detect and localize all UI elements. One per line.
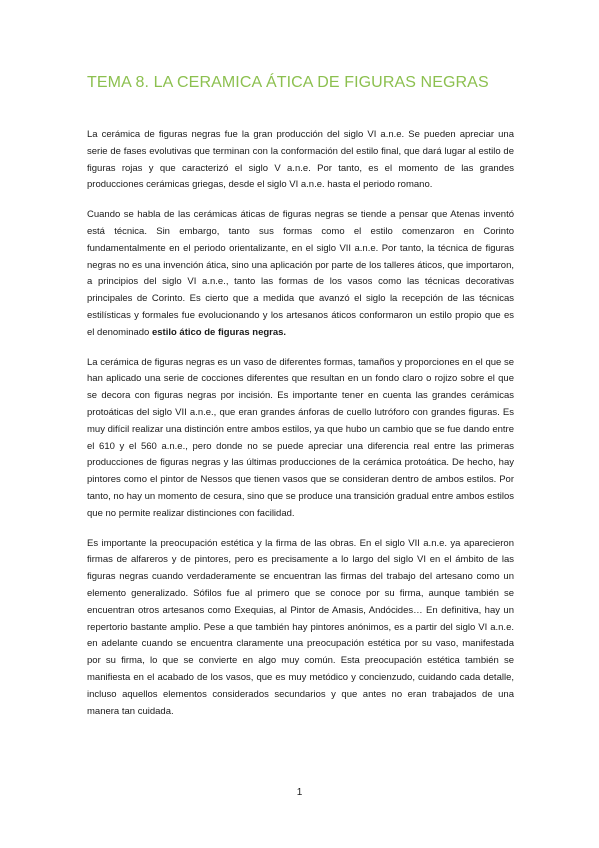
paragraph-3: La cerámica de figuras negras es un vaso de diferentes formas, tamaños y proporciones en el que se han aplicado una serie de cocciones diferentes que resultan en un fondo claro o rojizo sobre el que se decora con figuras negras por incisión. Es importante tener en cuenta las grandes cerámicas protoáticas del siglo VII a.n.e., que eran grandes ánforas de cuello lutróforo con grandes figuras. Es muy difícil realizar una distinción entre ambos estilos, ya que hubo un cambio que se fue dando entre el 610 y el 560 a.n.e., pero donde no se puede apreciar una diferencia real entre las primeras producciones de figuras negras y las últimas producciones de la cerámica protoática. De hecho, hay pintores como el pintor de Nessos que tienen vasos que se consideran dentro de ambos estilos. Por tanto, no hay un momento de cesura, sino que se produce una transición gradual entre ambos estilos que no permite realizar distinciones con facilidad. xyxy=(87,356,514,519)
paragraph-2-text: Cuando se habla de las cerámicas áticas de figuras negras se tiende a pensar que Atenas inventó está técnica. Sin embargo, tanto sus formas como el estilo comenzaron en Corinto fundamentalmente en el periodo orientalizante, en el siglo VII a.n.e. Por tanto, la técnica de figuras negras no es una invención ática, sino una aplicación por parte de los talleres áticos, que importaron, a principios del siglo VI a.n.e., tanto las formas de los vasos como las técnicas decorativas principales de Corinto. Es cierto que a medida que avanzó el siglo la recepción de las técnicas estilísticas y formales fue evolucionando y los artesanos áticos conformaron un estilo propio que es el denominado xyxy=(87,209,514,338)
paragraph-2 xyxy=(87,207,514,341)
document-title: TEMA 8. LA CERAMICA ÁTICA DE FIGURAS NEGRAS xyxy=(87,74,489,91)
document-body xyxy=(87,127,514,733)
page-number: 1 xyxy=(296,787,303,798)
paragraph-2-bold-term: estilo ático de figuras negras. xyxy=(151,326,287,338)
paragraph-4: Es importante la preocupación estética y la firma de las obras. En el siglo VII a.n.e. ya aparecieron firmas de alfareros y de pintores, pero es precisamente a lo largo del siglo VI en el ámbito de las figuras negras cuando verdaderamente se encuentran las firmas del trabajo del artesano como un elemento generalizado. Sófilos fue al primero que se conoce por su firma, aunque también se encuentran otros artesanos como Exequias, al Pintor de Amasis, Andócides… En definitiva, hay un repertorio bastante amplio. Pese a que también hay pintores anónimos, es a partir del siglo VI a.n.e. en adelante cuando se encuentra claramente una preocupación estética por su vaso, manifestada por su firma, lo que se convierte en algo muy común. Esta preocupación estética también se manifiesta en el acabado de los vasos, que es muy metódico y concienzudo, cuidando cada detalle, incluso aquellos elementos considerados secundarios y que antes no eran trabajados de una manera tan cuidada. xyxy=(87,537,514,717)
paragraph-1: La cerámica de figuras negras fue la gran producción del siglo VI a.n.e. Se pueden apreciar una serie de fases evolutivas que terminan con la conformación del estilo final, que dará lugar al estilo de figuras rojas y que caracterizó el siglo V a.n.e. Por tanto, es el momento de las grandes producciones cerámicas griegas, desde el siglo VI a.n.e. hasta el periodo romano. xyxy=(87,129,514,191)
